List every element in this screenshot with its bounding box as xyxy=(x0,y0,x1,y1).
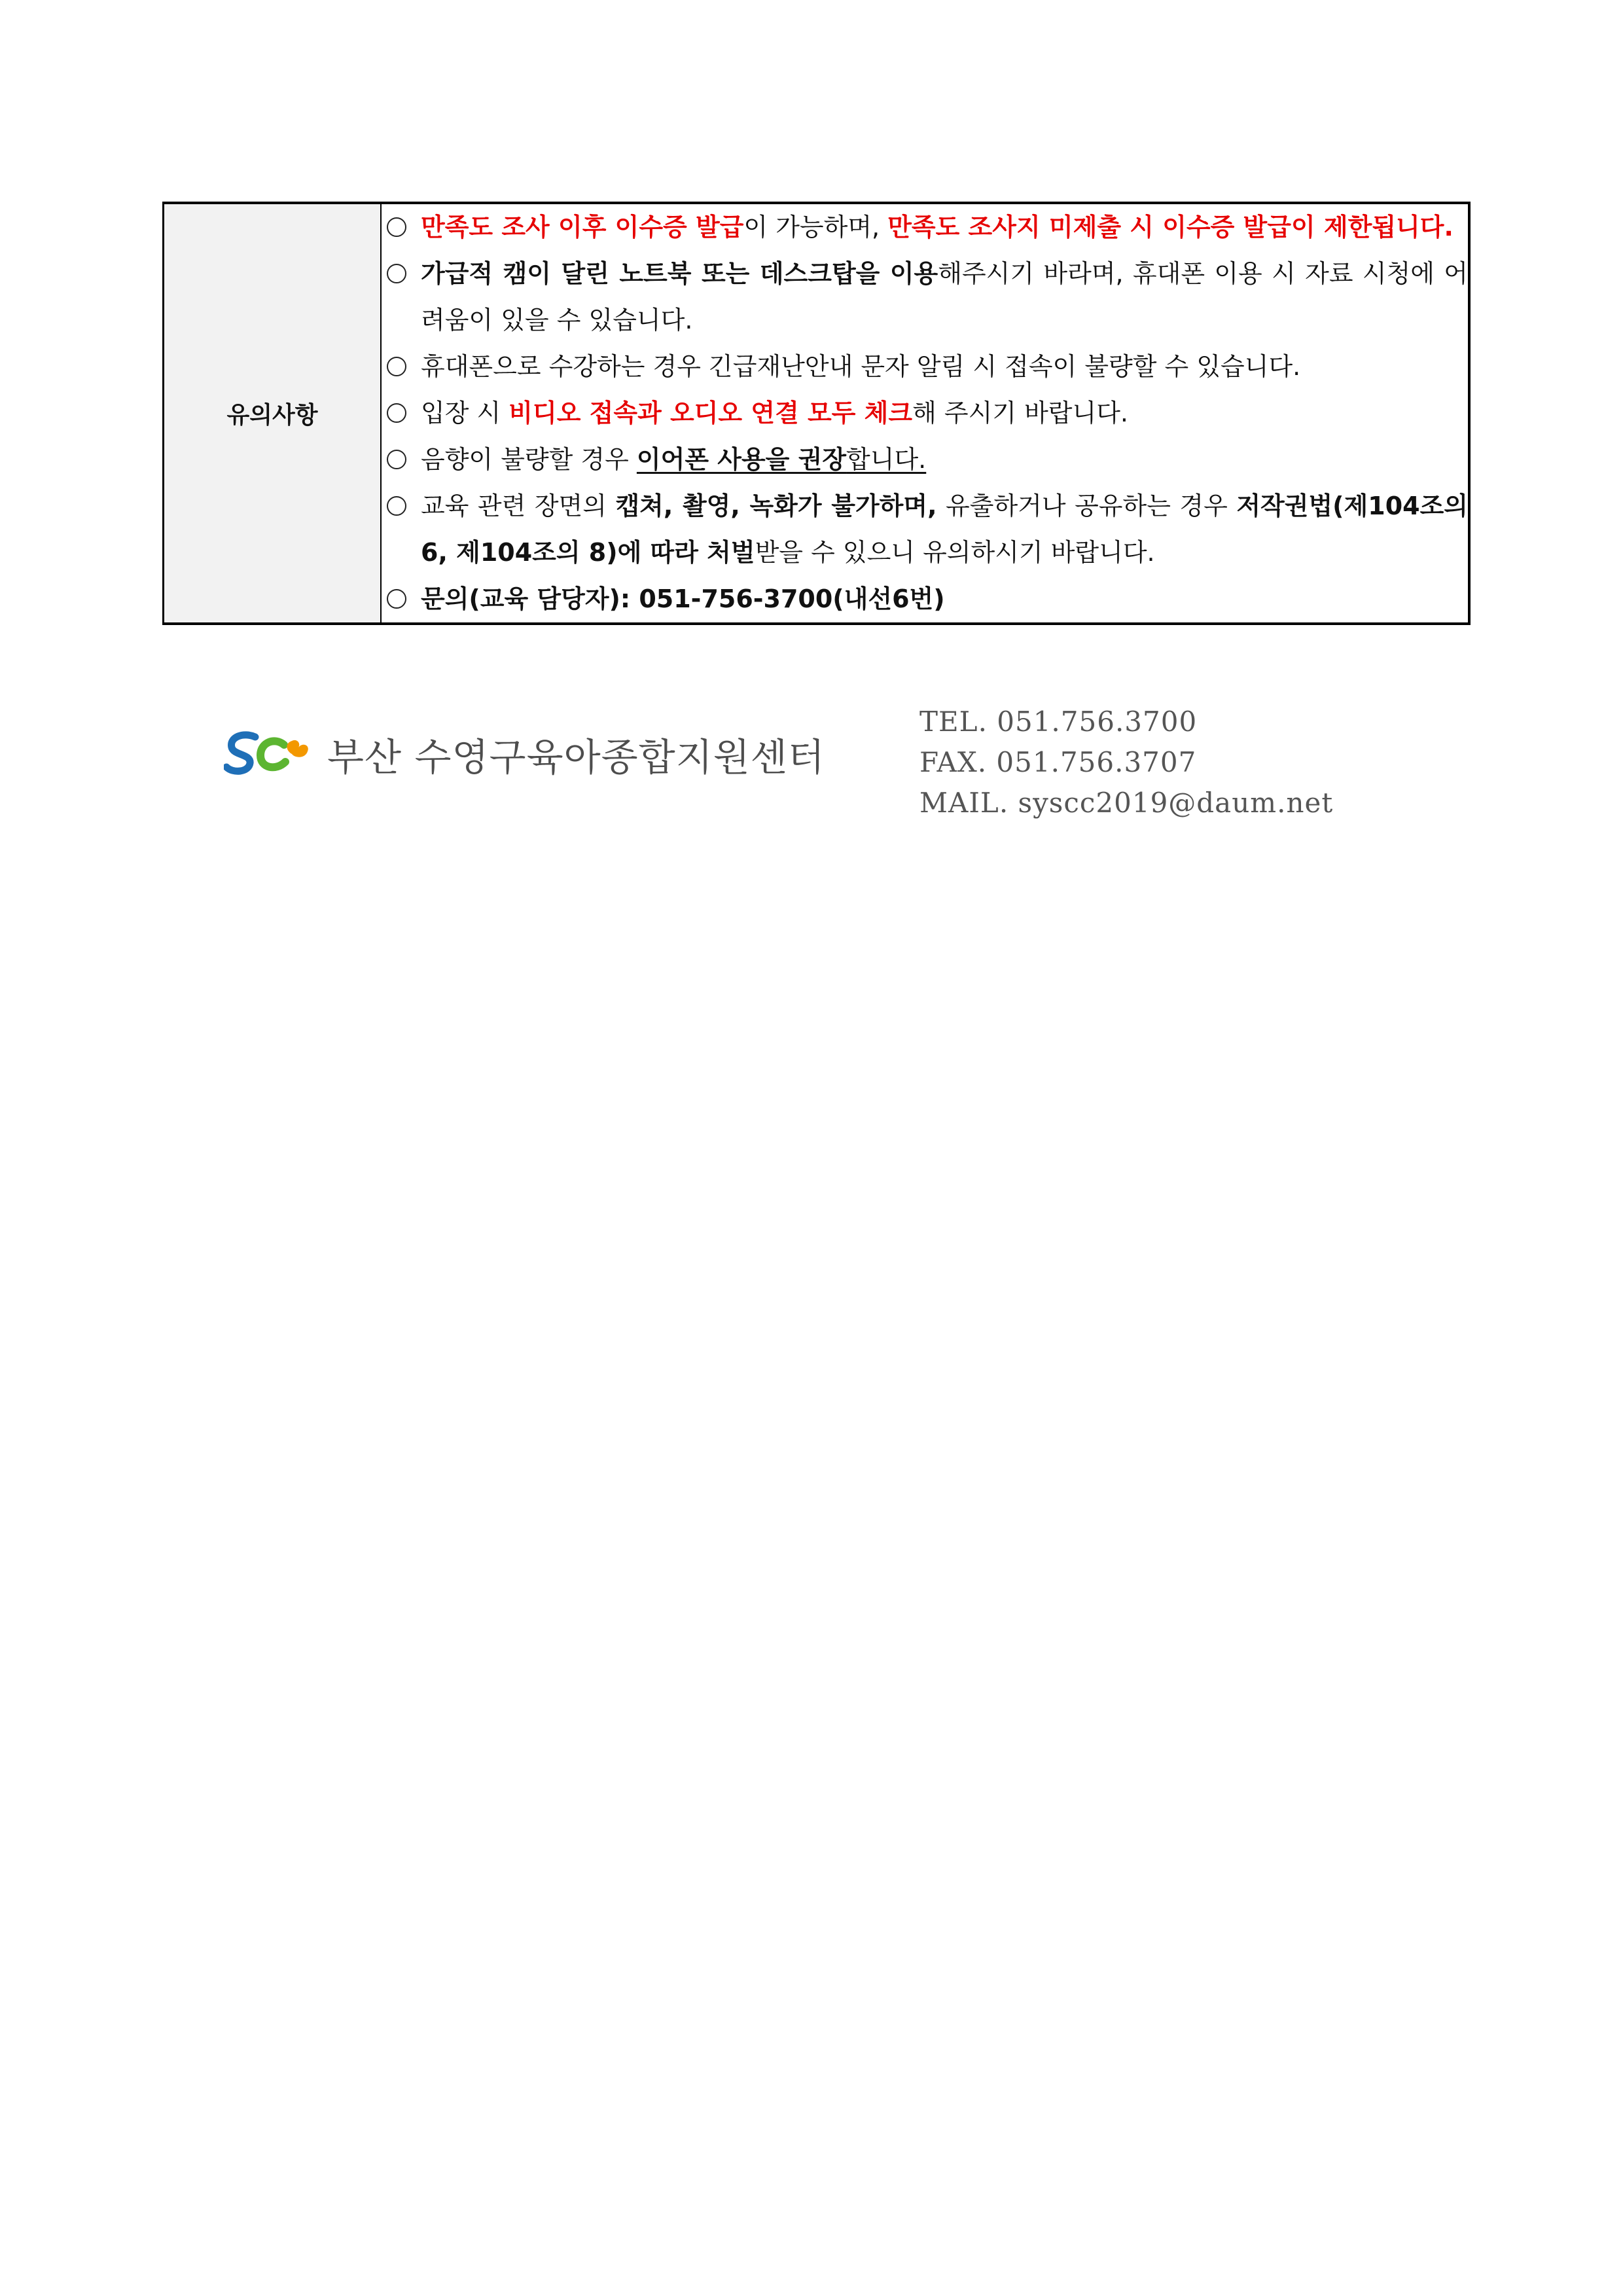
notice-item xyxy=(382,344,1468,390)
notice-item-text: 이어폰 사용을 권장 xyxy=(636,445,847,474)
circle-bullet-icon xyxy=(387,217,406,237)
notice-item xyxy=(382,204,1468,251)
notice-item-text: 유출하거나 공유하는 경우 xyxy=(936,492,1237,520)
notice-item xyxy=(382,437,1468,483)
notice-item-text: 해 주시기 바랍니다. xyxy=(912,399,1128,427)
circle-bullet-icon xyxy=(387,496,406,516)
center-name: 부산 수영구육아종합지원센터 xyxy=(327,735,825,780)
notice-label: 유의사항 xyxy=(164,203,382,624)
fax-text: FAX. 051.756.3707 xyxy=(919,746,1197,778)
notice-item xyxy=(382,390,1468,437)
circle-bullet-icon xyxy=(387,357,406,376)
notice-item xyxy=(382,576,1468,622)
notice-item-text: 문의(교육 담당자): 051-756-3700(내선6번) xyxy=(421,584,945,613)
notice-item xyxy=(382,483,1468,576)
notice-item-text: 해주시기 바라며, 휴대폰 이용 시 자료 시청에 어려움이 있을 수 있습니다. xyxy=(421,259,1468,334)
notice-item-text: 합니다. xyxy=(846,445,927,474)
notice-item-text: 교육 관련 장면의 xyxy=(421,492,616,520)
center-logo xyxy=(224,726,825,781)
circle-bullet-icon xyxy=(387,264,406,283)
notice-list xyxy=(382,204,1468,622)
notice-item-text: 받을 수 있으니 유의하시기 바랍니다. xyxy=(755,538,1155,567)
notice-item-text: 가급적 캠이 달린 노트북 또는 데스크탑을 이용 xyxy=(421,259,938,288)
notice-content xyxy=(381,203,1469,624)
notice-item-text: 만족도 조사지 미제출 시 이수증 발급이 제한됩니다. xyxy=(887,213,1454,242)
circle-bullet-icon xyxy=(387,589,406,609)
notice-item-text: 음향이 불량할 경우 xyxy=(421,445,637,474)
mail-text: MAIL. syscc2019@daum.net xyxy=(919,787,1334,819)
tel-text: TEL. 051.756.3700 xyxy=(919,706,1198,738)
notice-item xyxy=(382,251,1468,344)
notice-item-text: 휴대폰으로 수강하는 경우 긴급재난안내 문자 알림 시 접속이 불량할 수 있습니다. xyxy=(421,352,1301,381)
circle-bullet-icon xyxy=(387,450,406,469)
notice-item-text: 캡쳐, 촬영, 녹화가 불가하며, xyxy=(615,492,937,520)
notice-item-text: 만족도 조사 이후 이수증 발급 xyxy=(421,213,744,242)
center-logo-icon xyxy=(224,728,315,780)
notice-table xyxy=(162,202,1471,625)
notice-item-text: 비디오 접속과 오디오 연결 모두 체크 xyxy=(508,399,913,427)
notice-item-text: 저작권법(제104조의 6, 제104조의 8)에 따라 처벌 xyxy=(421,492,1468,567)
notice-item-text: 입장 시 xyxy=(421,399,509,427)
notice-item-text: 이 가능하며, xyxy=(743,213,888,242)
circle-bullet-icon xyxy=(387,403,406,423)
contact-info xyxy=(919,702,1333,823)
